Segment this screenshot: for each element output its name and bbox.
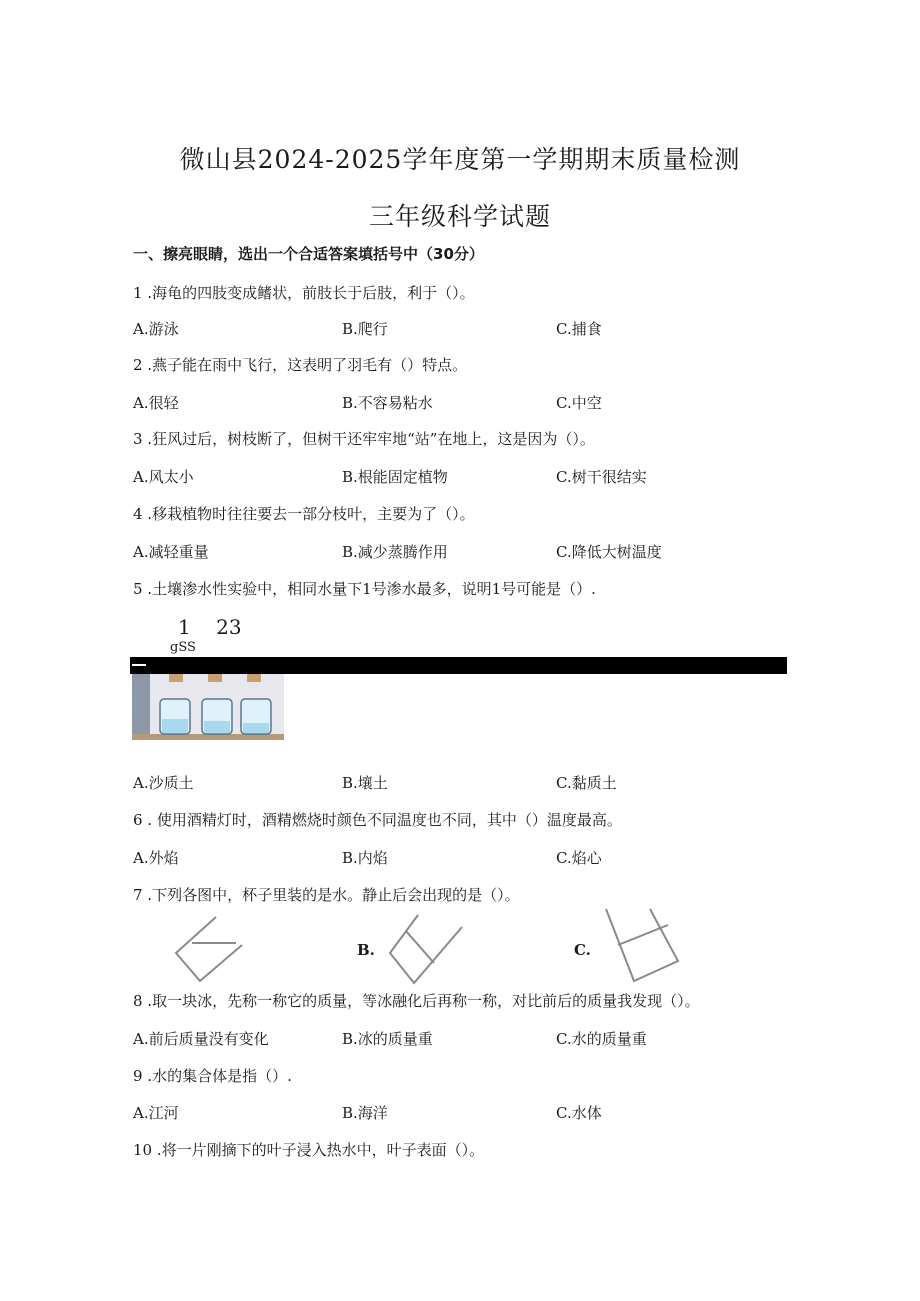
q2-option-a: A.很轻 xyxy=(133,394,179,412)
q8-option-b: B.冰的质量重 xyxy=(342,1030,433,1048)
question-1: 1 .海龟的四肢变成鳍状，前肢长于后肢，利于（）。 xyxy=(133,284,475,302)
cup-c-label: C. xyxy=(574,941,591,959)
question-3: 3 .狂风过后，树枝断了，但树干还牢牢地“站”在地上，这是因为（）。 xyxy=(133,430,595,448)
question-10: 10 .将一片刚摘下的叶子浸入热水中，叶子表面（）。 xyxy=(133,1141,485,1159)
exam-title: 微山县2024-2025学年度第一学期期末质量检测 xyxy=(179,145,741,174)
question-2: 2 .燕子能在雨中飞行，这表明了羽毛有（）特点。 xyxy=(133,356,468,374)
question-5: 5 .土壤渗水性实验中，相同水量下1号渗水最多，说明1号可能是（）. xyxy=(133,580,596,598)
q5-option-a: A.沙质土 xyxy=(133,774,194,792)
exam-subtitle: 三年级科学试题 xyxy=(368,202,551,231)
q8-option-c: C.水的质量重 xyxy=(556,1030,647,1048)
q9-option-c: C.水体 xyxy=(556,1104,602,1122)
question-4: 4 .移栽植物时往往要去一部分枝叶，主要为了（）。 xyxy=(133,505,475,523)
tilted-cup-c xyxy=(598,905,688,989)
q6-option-a: A.外焰 xyxy=(133,849,179,867)
q2-option-b: B.不容易粘水 xyxy=(342,394,433,412)
q4-option-a: A.减轻重量 xyxy=(133,543,209,561)
q4-option-c: C.降低大树温度 xyxy=(556,543,662,561)
q2-option-c: C.中空 xyxy=(556,394,602,412)
q8-option-a: A.前后质量没有变化 xyxy=(133,1030,269,1048)
cup-numbers: 1 23 xyxy=(178,615,242,639)
beakers-image xyxy=(132,674,284,740)
q6-option-c: C.焰心 xyxy=(556,849,602,867)
question-7: 7 .下列各图中，杯子里装的是水。静止后会出现的是（）。 xyxy=(133,886,520,904)
q1-option-b: B.爬行 xyxy=(342,320,388,338)
bar-mark xyxy=(132,664,146,666)
q9-option-a: A.江河 xyxy=(133,1104,179,1122)
q4-option-b: B.减少蒸腾作用 xyxy=(342,543,448,561)
q6-option-b: B.内焰 xyxy=(342,849,388,867)
tilted-cup-b xyxy=(384,905,474,989)
tilted-cup-a xyxy=(170,905,260,989)
cup-b-label: B. xyxy=(357,941,375,959)
q5-option-b: B.壤土 xyxy=(342,774,388,792)
q3-option-b: B.根能固定植物 xyxy=(342,468,448,486)
section-heading: 一、擦亮眼睛，选出一个合适答案填括号中（30分） xyxy=(133,245,484,263)
black-bar xyxy=(130,657,787,674)
question-8: 8 .取一块冰，先称一称它的质量，等冰融化后再称一称，对比前后的质量我发现（）。 xyxy=(133,992,700,1010)
q1-option-a: A.游泳 xyxy=(133,320,179,338)
question-9: 9 .水的集合体是指（）. xyxy=(133,1067,292,1085)
q3-option-a: A.风太小 xyxy=(133,468,194,486)
soil-experiment-figure xyxy=(130,615,790,745)
question-6: 6 . 使用酒精灯时，酒精燃烧时颜色不同温度也不同，其中（）温度最高。 xyxy=(133,811,622,829)
q3-option-c: C.树干很结实 xyxy=(556,468,647,486)
q5-option-c: C.黏质土 xyxy=(556,774,617,792)
q1-option-c: C.捕食 xyxy=(556,320,602,338)
figure-caption: gSS xyxy=(170,640,196,655)
q9-option-b: B.海洋 xyxy=(342,1104,388,1122)
